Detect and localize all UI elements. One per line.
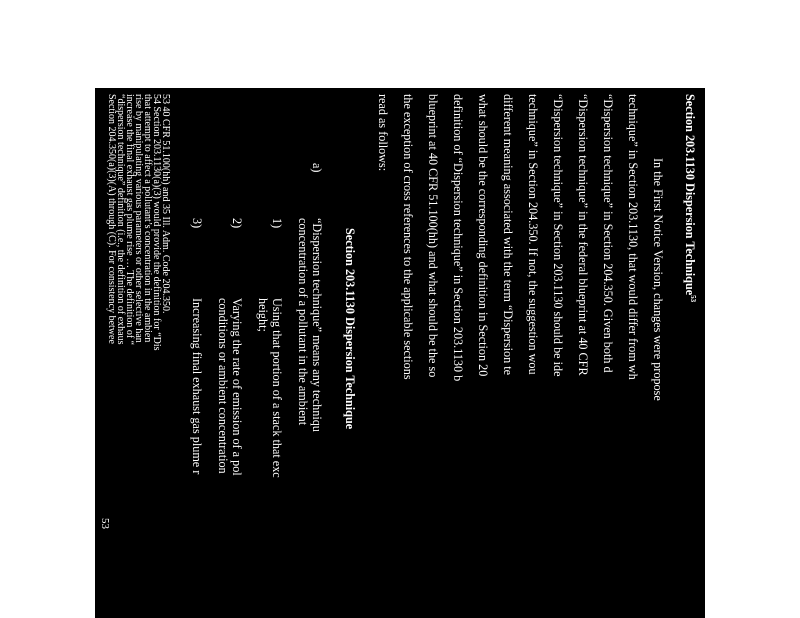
body-line: definition of “Dispersion technique” in Section 203.1130 b bbox=[451, 94, 465, 382]
body-line: In the First Notice Version, changes were propose bbox=[651, 158, 665, 401]
item-line: Increasing final exhaust gas plume r bbox=[190, 298, 204, 475]
footnote-line: rise by manipulating various parameters or other selective han bbox=[133, 94, 144, 343]
footnote-line: “dispersion technique” definition (i.e., the definition of exhaus bbox=[115, 94, 126, 345]
footnote-line: that attempt to affect a pollutant’s concentration in the ambien bbox=[142, 94, 153, 343]
body-line: technique” in Section 203.1130, that would differ from wh bbox=[626, 94, 640, 380]
body-line: what should be the corresponding definition in Section 20 bbox=[476, 94, 490, 377]
body-line: different meaning associated with the term “Dispersion te bbox=[501, 94, 515, 376]
item-line: Varying the rate of emission of a pol bbox=[230, 298, 244, 476]
body-line: the exception of cross references to the applicable sections bbox=[401, 94, 415, 380]
footnote-line: 54 Section 203.1130(a)(3) would provide the definition for “Dis bbox=[151, 94, 162, 351]
section-heading bbox=[676, 94, 705, 302]
body-line: read as follows: bbox=[376, 94, 390, 172]
item-number: 2) bbox=[230, 218, 244, 229]
rotated-document-page bbox=[95, 88, 705, 618]
heading-text: Section 203.1130 Dispersion Technique bbox=[682, 94, 697, 296]
item-line: Using that portion of a stack that exc bbox=[270, 298, 284, 478]
item-line: conditions or ambient concentration bbox=[216, 298, 230, 474]
footnote-line: 53 40 CFR 51.100(hh) and 35 Ill. Adm. Code 204.350. bbox=[160, 94, 171, 314]
heading-footnote-ref: 53 bbox=[689, 295, 697, 303]
footnote-line: increase the final exhaust gas plume rise … The definition of “ bbox=[124, 94, 135, 346]
body-line: technique” in Section 204.350. If not, the suggestion wou bbox=[526, 94, 540, 375]
section-title: Section 203.1130 Dispersion Technique bbox=[343, 228, 357, 430]
item-line: height; bbox=[256, 298, 270, 332]
definition-line: concentration of a pollutant in the ambient bbox=[296, 218, 310, 426]
scanned-page bbox=[95, 88, 705, 618]
item-number: 1) bbox=[270, 218, 284, 229]
body-line: “Dispersion technique” in the federal blueprint at 40 CFR bbox=[576, 94, 590, 376]
body-line: blueprint at 40 CFR 51.100(hh) and what should be the so bbox=[426, 94, 440, 378]
page-number: 53 bbox=[99, 518, 111, 529]
item-number: 3) bbox=[190, 218, 204, 229]
body-line: “Dispersion technique” in Section 203.1130 should be ide bbox=[551, 94, 565, 377]
body-line: “Dispersion technique” in Section 204.350. Given both d bbox=[601, 94, 615, 373]
footnote-line: Section 204.350(a)(3)(A) through (C). For consistency betwee bbox=[106, 94, 117, 344]
definition-line: “Dispersion technique” means any techniqu bbox=[310, 218, 324, 432]
definition-label: a) bbox=[310, 163, 324, 173]
